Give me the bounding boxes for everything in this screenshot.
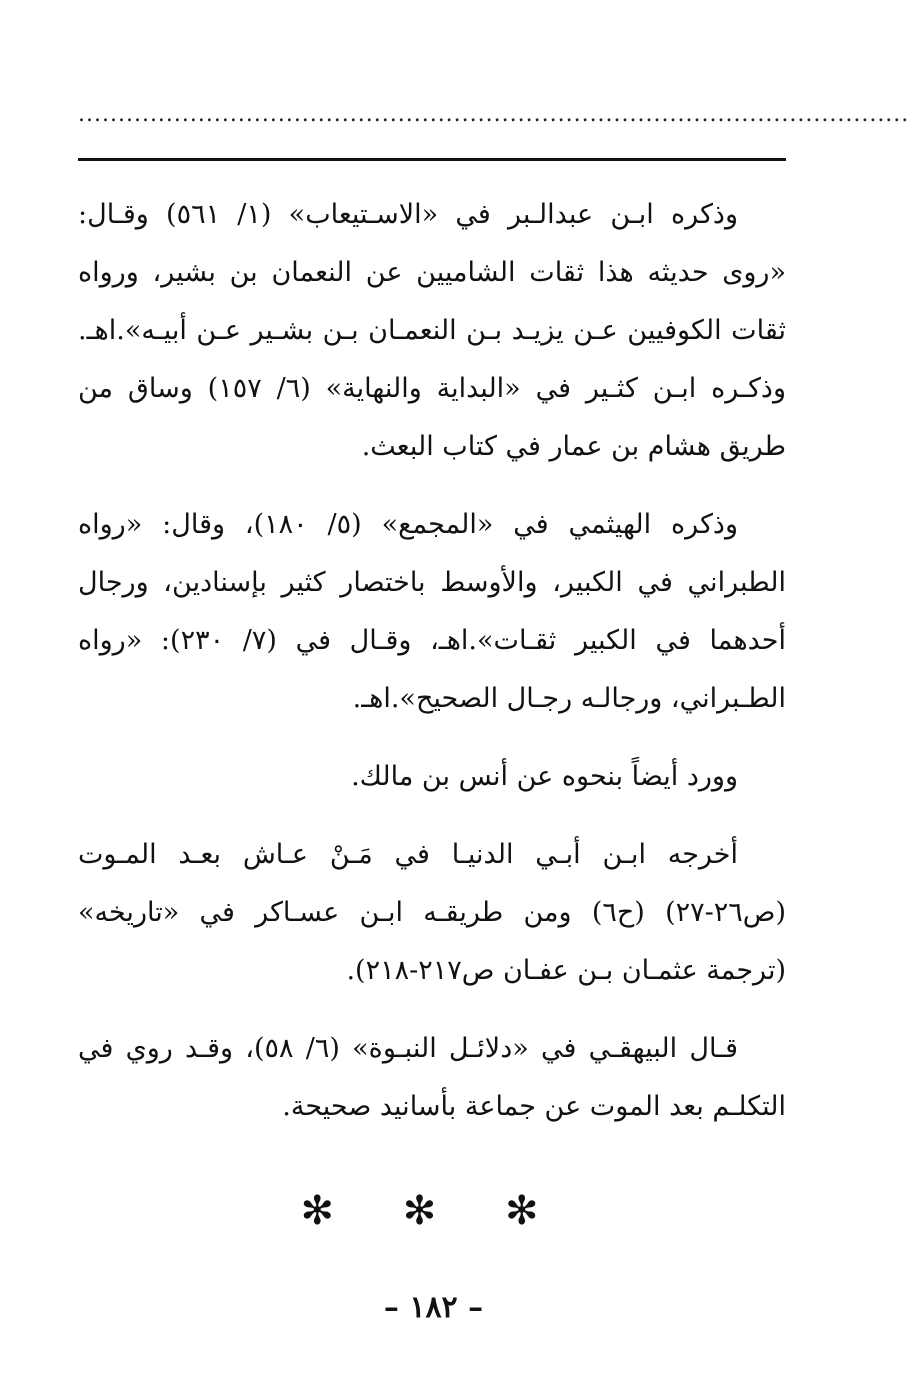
page-number: – ١٨٢ – xyxy=(383,1290,484,1325)
paragraph-4: أخرجه ابـن أبـي الدنيـا في مَـنْ عـاش بعـد المـوت (ص٢٦-٢٧) (ح٦) ومن طريقـه ابـن عسـاكر في «تاريخه» (ترجمة عثمـان بـن عفـان ص٢١٧-٢١٨). xyxy=(78,839,786,986)
paragraph-3: وورد أيضاً بنحوه عن أنس بن مالك. xyxy=(351,761,738,792)
page-body xyxy=(78,186,786,1156)
dotted-separator: ........................................................................................................ xyxy=(78,102,909,127)
paragraph-5: قـال البيهقـي في «دلائـل النبـوة» (٦/ ٥٨)، وقـد روي في التكلـم بعد الموت عن جماعة بأسانيد صحيحة. xyxy=(78,1033,786,1122)
section-divider-stars: ✻ ✻ ✻ xyxy=(300,1188,567,1234)
horizontal-rule xyxy=(78,158,786,161)
paragraph-2: وذكره الهيثمي في «المجمع» (٥/ ١٨٠)، وقال: «رواه الطبراني في الكبير، والأوسط باختصار كثير بإسنادين، ورجال أحدهما في الكبير ثقـات».اهـ، وقـال في (٧/ ٢٣٠): «رواه الطـبراني، ورجالـه رجـال الصحيح».اهـ. xyxy=(78,509,786,714)
paragraph-1: وذكره ابـن عبدالـبر في «الاسـتيعاب» (١/ ٥٦١) وقـال: «روى حديثه هذا ثقات الشاميين عن النعمان بن بشير، ورواه ثقات الكوفيين عـن يزيـد بـن النعمـان بـن بشـير عـن أبيـه».اهـ. وذكـره ابـن كثـير في «البداية والنهاية» (٦/ ١٥٧) وساق من طريق هشام بن عمار في كتاب البعث. xyxy=(78,199,786,462)
